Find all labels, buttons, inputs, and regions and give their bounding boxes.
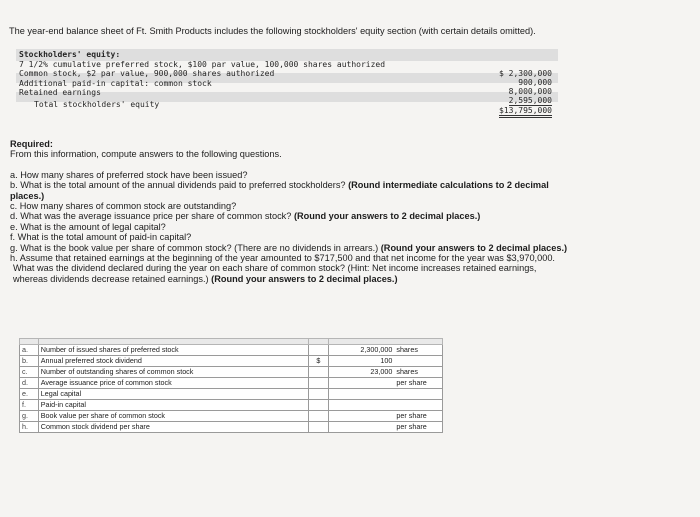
answer-row-h (20, 422, 443, 433)
question-b (10, 180, 690, 190)
question-rounding-note: (Round your answers to 2 decimal places.) (293, 211, 481, 222)
answer-unit (394, 389, 442, 400)
equity-row-value: 8,000,000 (508, 87, 552, 96)
equity-heading: Stockholders' equity: (19, 50, 121, 59)
required-title: Required: (10, 139, 53, 149)
answer-input[interactable] (329, 422, 395, 433)
equity-row-label: Retained earnings (19, 88, 101, 97)
currency-symbol (308, 411, 329, 422)
answer-input[interactable] (329, 389, 395, 400)
question-rounding-note: places.) (10, 190, 45, 201)
question-h-line2: What was the dividend declared during the year on each share of common stock? (Hint: Net income increases retained earnings, (13, 263, 537, 274)
answer-letter: h. (20, 422, 39, 433)
answer-label: Common stock dividend per share (38, 422, 308, 433)
answer-letter: d. (20, 378, 39, 389)
answer-label: Paid-in capital (38, 400, 308, 411)
question-text: b. What is the total amount of the annual dividends paid to preferred stockholders? (10, 180, 346, 191)
answer-row-e (20, 389, 443, 400)
question-h-line1: h. Assume that retained earnings at the beginning of the year amounted to $717,500 and that net income for the year was $3,970,000. (10, 253, 555, 264)
equity-row-value: $ 2,300,000 (499, 69, 552, 78)
answer-unit (394, 356, 442, 367)
answer-row-d (20, 378, 443, 389)
currency-symbol (308, 422, 329, 433)
answer-label: Number of issued shares of preferred stock (38, 345, 308, 356)
currency-symbol: $ (308, 356, 329, 367)
answer-input[interactable] (329, 400, 395, 411)
answer-table (19, 338, 443, 433)
answer-input[interactable]: 2,300,000 (329, 345, 395, 356)
answer-label: Book value per share of common stock (38, 411, 308, 422)
answer-label: Average issuance price of common stock (38, 378, 308, 389)
answer-label: Annual preferred stock dividend (38, 356, 308, 367)
answer-unit: shares (394, 345, 442, 356)
answer-unit (394, 400, 442, 411)
answer-unit: per share (394, 378, 442, 389)
answer-label: Number of outstanding shares of common stock (38, 367, 308, 378)
question-text: d. What was the average issuance price per share of common stock? (10, 211, 292, 222)
question-d (10, 211, 690, 221)
equity-row-label: 7 1/2% cumulative preferred stock, $100 par value, 100,000 shares authorized (19, 60, 386, 69)
equity-row-label: Total stockholders' equity (34, 100, 160, 109)
required-section (10, 139, 690, 284)
answer-input[interactable] (329, 411, 395, 422)
answer-row-a (20, 345, 443, 356)
question-c: c. How many shares of common stock are outstanding? (10, 201, 237, 212)
equity-row-value: 900,000 (518, 78, 552, 87)
intro-text: The year-end balance sheet of Ft. Smith Products includes the following stockholders' equity section (with certain details omitted). (9, 26, 536, 36)
answer-letter: e. (20, 389, 39, 400)
question-rounding-note: (Round your answers to 2 decimal places.) (211, 273, 398, 284)
currency-symbol (308, 389, 329, 400)
question-rounding-note: (Round intermediate calculations to 2 decimal (348, 180, 549, 191)
equity-row-value: 2,595,000 (508, 96, 552, 105)
answer-row-g (20, 411, 443, 422)
currency-symbol (308, 345, 329, 356)
answer-letter: c. (20, 367, 39, 378)
question-f: f. What is the total amount of paid-in capital? (10, 232, 192, 243)
answer-unit: per share (394, 411, 442, 422)
answer-input[interactable]: 100 (329, 356, 395, 367)
equity-section (16, 47, 558, 125)
answer-input[interactable]: 23,000 (329, 367, 395, 378)
answer-input[interactable] (329, 378, 395, 389)
answer-row-c (20, 367, 443, 378)
answer-unit: shares (394, 367, 442, 378)
answer-row-f (20, 400, 443, 411)
question-text: g. What is the book value per share of common stock? (There are no dividends in arrears.) (10, 242, 379, 253)
answer-unit: per share (394, 422, 442, 433)
answer-label: Legal capital (38, 389, 308, 400)
answer-row-b (20, 356, 443, 367)
question-text: whereas dividends decrease retained earnings.) (13, 273, 209, 284)
equity-row-label: Additional paid-in capital: common stock (19, 79, 212, 88)
answer-letter: f. (20, 400, 39, 411)
required-subtitle: From this information, compute answers to the following questions. (10, 149, 282, 160)
answer-letter: g. (20, 411, 39, 422)
currency-symbol (308, 378, 329, 389)
equity-row-label: Common stock, $2 par value, 900,000 shares authorized (19, 69, 275, 78)
answer-letter: b. (20, 356, 39, 367)
question-e: e. What is the amount of legal capital? (10, 221, 166, 232)
equity-total-value: $13,795,000 (499, 106, 552, 118)
currency-symbol (308, 367, 329, 378)
question-rounding-note: (Round your answers to 2 decimal places.) (380, 242, 568, 253)
currency-symbol (308, 400, 329, 411)
question-g (10, 243, 690, 253)
answer-letter: a. (20, 345, 39, 356)
question-a: a. How many shares of preferred stock have been issued? (10, 169, 248, 180)
